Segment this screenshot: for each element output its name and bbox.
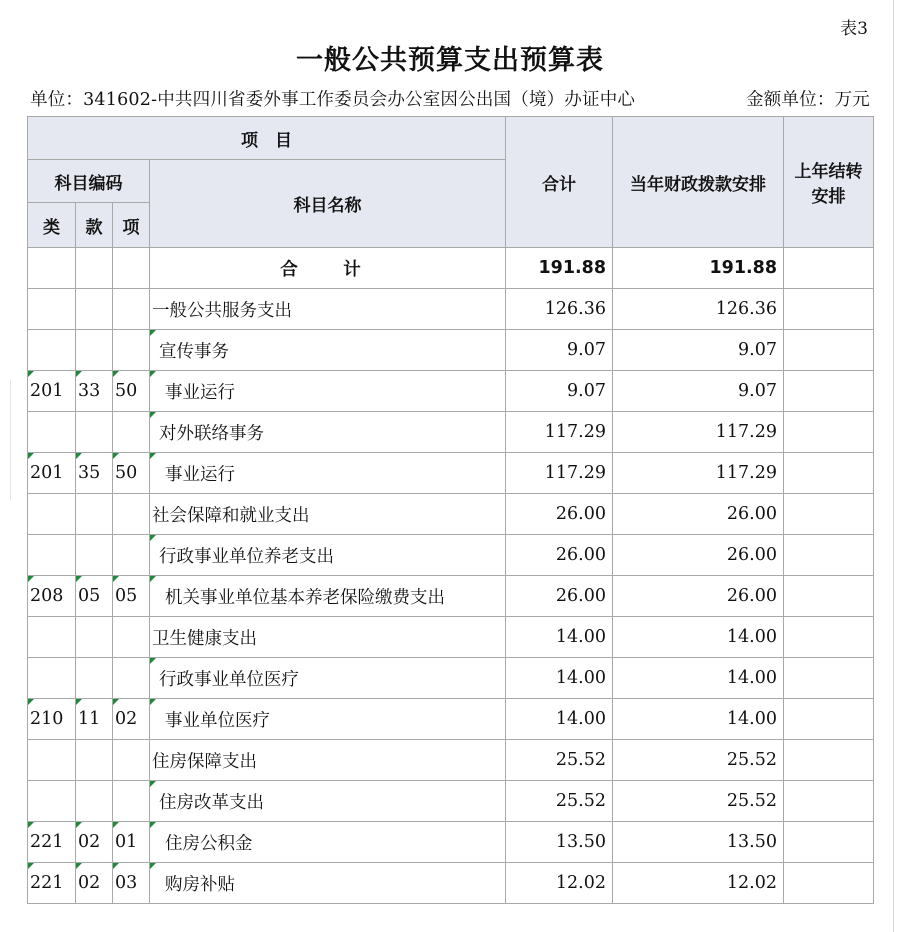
table-row <box>28 453 874 494</box>
total-label: 合 计 <box>150 248 506 289</box>
code-kuan: 33 <box>76 371 113 412</box>
page-title: 一般公共预算支出预算表 <box>296 45 604 76</box>
table-row <box>28 822 874 863</box>
table-row <box>28 617 874 658</box>
amount-carryover <box>784 617 874 658</box>
amount-current-year: 12.02 <box>613 863 784 904</box>
table-row <box>28 535 874 576</box>
table-row <box>28 740 874 781</box>
total-code-lei <box>28 248 76 289</box>
amount-current-year: 26.00 <box>613 576 784 617</box>
amount-current-year: 14.00 <box>613 699 784 740</box>
code-kuan <box>76 330 113 371</box>
table-row <box>28 494 874 535</box>
amount-current-year: 26.00 <box>613 494 784 535</box>
amount-current-year: 117.29 <box>613 453 784 494</box>
table-row <box>28 330 874 371</box>
code-xiang: 02 <box>113 699 150 740</box>
amount-total: 26.00 <box>506 494 613 535</box>
code-lei: 201 <box>28 453 76 494</box>
item-name: 行政事业单位养老支出 <box>150 535 506 576</box>
code-lei <box>28 412 76 453</box>
amount-carryover <box>784 781 874 822</box>
amount-carryover <box>784 371 874 412</box>
item-name: 购房补贴 <box>150 863 506 904</box>
code-lei: 210 <box>28 699 76 740</box>
total-amount: 191.88 <box>506 248 613 289</box>
table-number: 表3 <box>840 19 868 39</box>
item-name: 行政事业单位医疗 <box>150 658 506 699</box>
code-xiang: 03 <box>113 863 150 904</box>
amount-total: 13.50 <box>506 822 613 863</box>
amount-total: 26.00 <box>506 535 613 576</box>
table-row <box>28 658 874 699</box>
header-item-name: 科目名称 <box>150 160 506 248</box>
code-xiang: 50 <box>113 453 150 494</box>
amount-carryover <box>784 740 874 781</box>
amount-total: 12.02 <box>506 863 613 904</box>
amount-carryover <box>784 412 874 453</box>
code-kuan: 05 <box>76 576 113 617</box>
amount-total: 9.07 <box>506 371 613 412</box>
code-lei: 221 <box>28 863 76 904</box>
total-code-kuan <box>76 248 113 289</box>
code-xiang: 01 <box>113 822 150 863</box>
total-carryover <box>784 248 874 289</box>
amount-total: 25.52 <box>506 740 613 781</box>
code-kuan <box>76 412 113 453</box>
amount-current-year: 25.52 <box>613 740 784 781</box>
total-code-xiang <box>113 248 150 289</box>
item-name: 宣传事务 <box>150 330 506 371</box>
amount-current-year: 126.36 <box>613 289 784 330</box>
amount-carryover <box>784 576 874 617</box>
amount-carryover <box>784 658 874 699</box>
item-name: 住房改革支出 <box>150 781 506 822</box>
amount-current-year: 26.00 <box>613 535 784 576</box>
header-total: 合计 <box>506 117 613 248</box>
header-project: 项 目 <box>28 117 506 160</box>
amount-total: 14.00 <box>506 617 613 658</box>
code-kuan <box>76 740 113 781</box>
code-xiang <box>113 781 150 822</box>
code-lei: 208 <box>28 576 76 617</box>
code-xiang <box>113 658 150 699</box>
amount-current-year: 9.07 <box>613 371 784 412</box>
item-name: 对外联络事务 <box>150 412 506 453</box>
code-kuan <box>76 535 113 576</box>
amount-current-year: 13.50 <box>613 822 784 863</box>
table-row <box>28 863 874 904</box>
table-row <box>28 699 874 740</box>
table-body <box>28 248 874 904</box>
table-row <box>28 371 874 412</box>
code-xiang <box>113 740 150 781</box>
budget-table <box>27 116 874 904</box>
amount-carryover <box>784 453 874 494</box>
code-xiang <box>113 412 150 453</box>
amount-unit-text: 金额单位：万元 <box>746 90 870 110</box>
code-lei <box>28 494 76 535</box>
code-lei <box>28 535 76 576</box>
item-name: 机关事业单位基本养老保险缴费支出 <box>150 576 506 617</box>
amount-carryover <box>784 330 874 371</box>
code-lei: 221 <box>28 822 76 863</box>
amount-current-year: 117.29 <box>613 412 784 453</box>
header-kuan: 款 <box>76 203 113 248</box>
code-kuan <box>76 617 113 658</box>
code-lei <box>28 740 76 781</box>
item-name: 住房公积金 <box>150 822 506 863</box>
header-current-year: 当年财政拨款安排 <box>613 117 784 248</box>
amount-total: 9.07 <box>506 330 613 371</box>
amount-carryover <box>784 863 874 904</box>
code-xiang <box>113 330 150 371</box>
code-lei: 201 <box>28 371 76 412</box>
amount-total: 117.29 <box>506 453 613 494</box>
amount-current-year: 9.07 <box>613 330 784 371</box>
code-lei <box>28 289 76 330</box>
code-lei <box>28 781 76 822</box>
code-kuan <box>76 494 113 535</box>
code-kuan <box>76 658 113 699</box>
header-code-group: 科目编码 <box>28 160 150 203</box>
amount-carryover <box>784 822 874 863</box>
code-lei <box>28 330 76 371</box>
table-row <box>28 412 874 453</box>
code-xiang: 05 <box>113 576 150 617</box>
code-kuan <box>76 289 113 330</box>
amount-total: 25.52 <box>506 781 613 822</box>
header-lei: 类 <box>28 203 76 248</box>
table-row <box>28 781 874 822</box>
amount-carryover <box>784 494 874 535</box>
amount-current-year: 14.00 <box>613 617 784 658</box>
amount-carryover <box>784 699 874 740</box>
unit-text: 单位：341602-中共四川省委外事工作委员会办公室因公出国（境）办证中心 <box>30 90 636 110</box>
header-xiang: 项 <box>113 203 150 248</box>
item-name: 事业运行 <box>150 453 506 494</box>
amount-current-year: 14.00 <box>613 658 784 699</box>
item-name: 事业单位医疗 <box>150 699 506 740</box>
code-kuan: 11 <box>76 699 113 740</box>
amount-total: 117.29 <box>506 412 613 453</box>
item-name: 社会保障和就业支出 <box>150 494 506 535</box>
page-edge-line <box>893 0 894 932</box>
item-name: 事业运行 <box>150 371 506 412</box>
amount-total: 126.36 <box>506 289 613 330</box>
total-current-year: 191.88 <box>613 248 784 289</box>
item-name: 住房保障支出 <box>150 740 506 781</box>
table-row <box>28 576 874 617</box>
code-lei <box>28 658 76 699</box>
total-row <box>28 248 874 289</box>
code-xiang <box>113 494 150 535</box>
code-xiang <box>113 535 150 576</box>
code-xiang <box>113 289 150 330</box>
unit-line <box>30 86 870 111</box>
table-header <box>28 117 874 248</box>
item-name: 卫生健康支出 <box>150 617 506 658</box>
table-row <box>28 289 874 330</box>
amount-total: 14.00 <box>506 699 613 740</box>
amount-total: 14.00 <box>506 658 613 699</box>
amount-total: 26.00 <box>506 576 613 617</box>
code-kuan <box>76 781 113 822</box>
code-kuan: 02 <box>76 863 113 904</box>
code-xiang: 50 <box>113 371 150 412</box>
code-kuan: 02 <box>76 822 113 863</box>
amount-carryover <box>784 289 874 330</box>
item-name: 一般公共服务支出 <box>150 289 506 330</box>
page-edge-mark <box>10 380 11 500</box>
amount-carryover <box>784 535 874 576</box>
code-kuan: 35 <box>76 453 113 494</box>
code-lei <box>28 617 76 658</box>
header-carryover: 上年结转安排 <box>784 117 874 248</box>
code-xiang <box>113 617 150 658</box>
amount-current-year: 25.52 <box>613 781 784 822</box>
